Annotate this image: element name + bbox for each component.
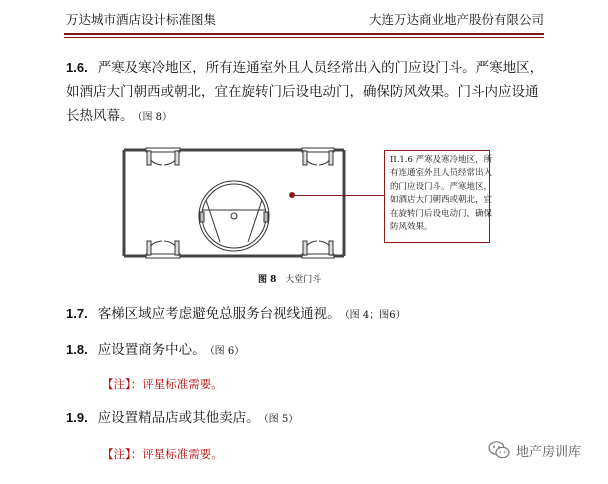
figure-caption-number: 图 8: [258, 275, 277, 285]
figure-reference: （图 8）: [137, 112, 173, 123]
section-number: 1.9.: [66, 410, 88, 425]
section-text: 应设置精品店或其他卖店。: [97, 410, 260, 426]
watermark: [488, 440, 581, 460]
section-number: 1.7.: [66, 306, 88, 321]
section-text-line: 长热风幕。: [66, 108, 134, 124]
callout-line-text: 如酒店大门朝西或朝北，宜: [390, 195, 493, 206]
figure-reference: （图 4；图6）: [344, 310, 406, 321]
figure-reference: （图 5）: [263, 414, 299, 425]
section-1-8: [66, 338, 244, 364]
header-title-right: 大连万达商业地产股份有限公司: [368, 12, 544, 27]
header-title-left: 万达城市酒店设计标准图集: [66, 12, 217, 27]
wechat-icon: [488, 440, 510, 460]
section-text-line: 严寒及寒冷地区，所有连通室外且人员经常出入的门应设门斗。严寒地区，: [97, 60, 544, 76]
section-1-7: [66, 302, 406, 328]
figure-caption-text: 大堂门斗: [285, 275, 322, 285]
section-1-6: [66, 56, 543, 130]
section-text: 客梯区域应考虑避免总服务台视线通视。: [97, 306, 341, 322]
callout-line-text: 的门应设门斗。严寒地区，: [390, 181, 493, 192]
section-note: 【注】：评星标准需要。: [102, 447, 223, 461]
callout-dot: [289, 192, 295, 198]
lobby-vestibule-diagram: [116, 138, 366, 268]
callout-leader-line: [292, 195, 384, 196]
callout-line-text: 有连通室外且人员经常出入: [390, 168, 493, 179]
section-1-9: [66, 406, 298, 432]
callout-line-text: II.1.6 严寒及寒冷地区，所: [390, 155, 493, 165]
header-rule-thin: [64, 37, 544, 38]
section-number: 1.8.: [66, 342, 88, 357]
figure-caption: [258, 272, 321, 285]
figure-callout-box: [384, 150, 493, 243]
section-note: 【注】：评星标准需要。: [102, 377, 223, 391]
watermark-text: 地产房训库: [516, 444, 582, 460]
section-text: 应设置商务中心。: [97, 342, 206, 358]
callout-line-text: 防风效果。: [390, 222, 433, 233]
callout-line-text: 在旋转门后设电动门，确保: [390, 208, 493, 219]
figure-reference: （图 6）: [209, 346, 245, 357]
section-number: 1.6.: [66, 60, 88, 75]
section-text-line: 如酒店大门朝西或朝北，宜在旋转门后设电动门，确保防风效果。门斗内应设通: [66, 84, 539, 100]
header-rule: [64, 33, 544, 35]
